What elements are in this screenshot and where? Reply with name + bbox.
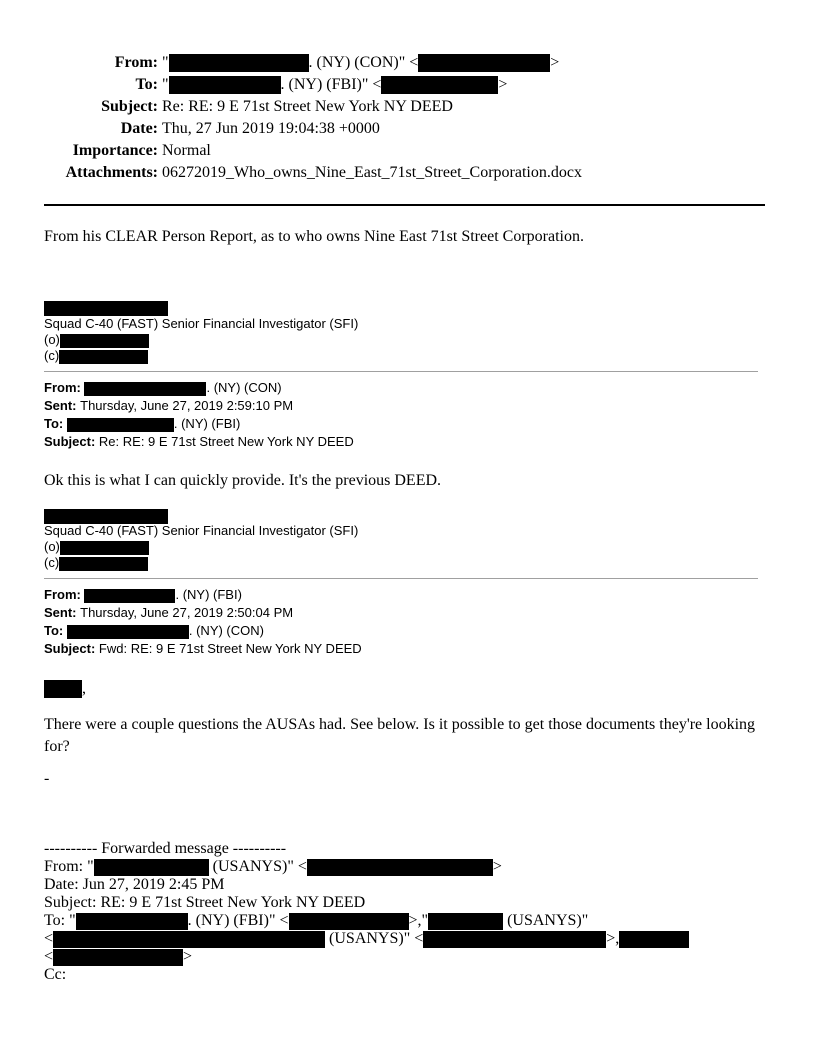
header-subject-row <box>40 96 800 118</box>
forwarded-to-row: To: " . (NY) (FBI)" < >," (USANYS)" <box>44 912 589 929</box>
forwarded-divider: ---------- Forwarded message ---------- <box>44 840 287 857</box>
redaction-block <box>67 625 189 639</box>
redaction-block <box>418 54 550 72</box>
redaction-block <box>169 76 281 94</box>
message3-sent-row: Sent: Thursday, June 27, 2019 2:50:04 PM <box>44 605 294 620</box>
header-to-row <box>40 74 800 96</box>
header-from-label: From: <box>114 54 158 71</box>
header-divider <box>44 204 765 206</box>
signature-name <box>44 299 168 317</box>
message2-from-row: From: . (NY) (CON) <box>44 380 282 395</box>
header-importance-value: Normal <box>162 142 211 159</box>
redaction-block <box>53 949 183 966</box>
message3-to-row: To: . (NY) (CON) <box>44 623 264 638</box>
redaction-block <box>67 418 174 432</box>
forwarded-date-row: Date: Jun 27, 2019 2:45 PM <box>44 876 225 893</box>
redaction-block <box>84 589 175 603</box>
redaction-block <box>76 913 188 930</box>
redaction-block <box>289 913 409 930</box>
header-date-value: Thu, 27 Jun 2019 19:04:38 +0000 <box>162 120 380 137</box>
message-body-line: There were a couple questions the AUSAs had. See below. Is it possible to get those documents they're looking <box>44 716 756 733</box>
redaction-block <box>307 859 493 876</box>
redaction-block <box>94 859 209 876</box>
redaction-block <box>44 509 168 524</box>
redaction-block <box>44 301 168 316</box>
signature-office-phone: (o) <box>44 332 149 348</box>
redaction-block <box>60 541 149 555</box>
signature-cell-phone: (c) <box>44 555 148 571</box>
message-body: Ok this is what I can quickly provide. It's the previous DEED. <box>44 472 442 489</box>
redaction-block <box>619 931 689 948</box>
message-body: From his CLEAR Person Report, as to who owns Nine East 71st Street Corporation. <box>44 228 584 245</box>
header-importance-row <box>40 140 800 162</box>
header-to-value: " . (NY) (FBI)" < > <box>162 76 508 93</box>
header-subject-label: Subject: <box>101 98 158 115</box>
forwarded-subject-row: Subject: RE: 9 E 71st Street New York NY DEED <box>44 894 366 911</box>
forwarded-cc-row: Cc: <box>44 966 67 983</box>
message-divider <box>44 578 758 579</box>
message2-subject-row: Subject: Re: RE: 9 E 71st Street New York NY DEED <box>44 434 354 449</box>
header-attachments-row <box>40 162 800 184</box>
header-attachments-label: Attachments: <box>65 164 158 181</box>
signature-title: Squad C-40 (FAST) Senior Financial Investigator (SFI) <box>44 316 359 331</box>
header-date-label: Date: <box>120 120 158 137</box>
message3-subject-row: Subject: Fwd: RE: 9 E 71st Street New York NY DEED <box>44 641 362 656</box>
redaction-block <box>59 350 148 364</box>
message2-to-row: To: . (NY) (FBI) <box>44 416 241 431</box>
forwarded-from-row: From: " (USANYS)" < > <box>44 858 502 875</box>
message-dash: - <box>44 770 50 787</box>
signature-title: Squad C-40 (FAST) Senior Financial Investigator (SFI) <box>44 523 359 538</box>
redaction-block <box>59 557 148 571</box>
redaction-block <box>44 680 82 698</box>
signature-office-phone: (o) <box>44 539 149 555</box>
forwarded-to-row-continued: < (USANYS)" < >, <box>44 930 689 948</box>
header-from-value: " . (NY) (CON)" < > <box>162 54 560 71</box>
redaction-block <box>53 931 325 948</box>
redaction-block <box>169 54 309 72</box>
redaction-block <box>423 931 606 948</box>
header-to-label: To: <box>135 76 158 93</box>
redaction-block <box>60 334 149 348</box>
header-subject-value: Re: RE: 9 E 71st Street New York NY DEED <box>162 98 453 115</box>
redaction-block <box>428 913 503 930</box>
message-body-line: for? <box>44 738 70 755</box>
message-divider <box>44 371 758 372</box>
redaction-block <box>84 382 206 396</box>
greeting: , <box>44 678 86 700</box>
signature-cell-phone: (c) <box>44 348 148 364</box>
header-importance-label: Importance: <box>72 142 158 159</box>
message3-from-row: From: . (NY) (FBI) <box>44 587 242 602</box>
redaction-block <box>381 76 498 94</box>
header-date-row <box>40 118 800 140</box>
header-from-row <box>40 52 800 74</box>
forwarded-to-row-end: < > <box>44 948 193 965</box>
message2-sent-row: Sent: Thursday, June 27, 2019 2:59:10 PM <box>44 398 294 413</box>
attachment-filename[interactable]: 06272019_Who_owns_Nine_East_71st_Street_Corporation.docx <box>162 164 582 181</box>
